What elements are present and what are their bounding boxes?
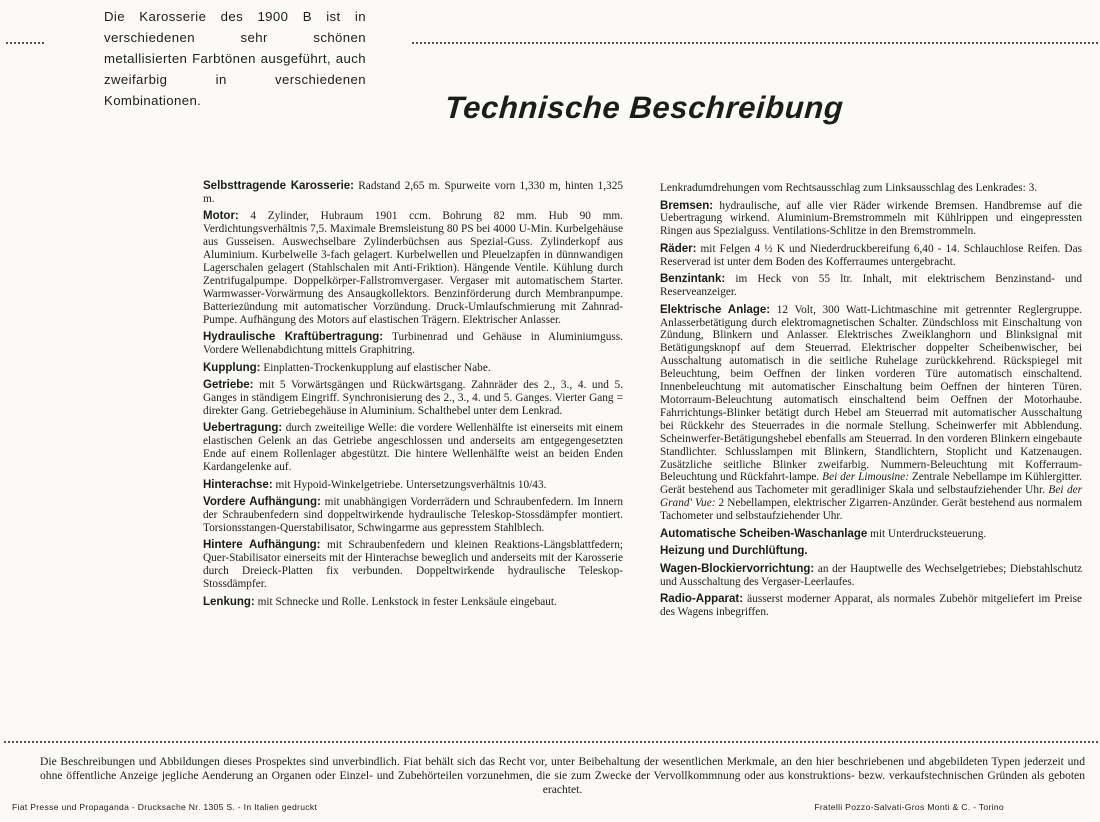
section-body: Einplatten-Trockenkupplung auf elastischer Nabe. bbox=[263, 361, 491, 374]
section-body: im Heck von 55 ltr. Inhalt, mit elektrischem Benzinstand- und Reserveanzeiger. bbox=[660, 273, 1083, 299]
section-body: mit Hypoid-Winkelgetriebe. Untersetzungsverhältnis 10/43. bbox=[275, 478, 547, 491]
dotted-rule-top-left bbox=[6, 42, 44, 44]
section-heading: Heizung und Durchlüftung. bbox=[660, 545, 808, 558]
section-waschanlage bbox=[660, 528, 1082, 541]
dotted-rule-top-right bbox=[412, 42, 1098, 44]
section-hintere-aufhaengung bbox=[203, 539, 623, 591]
section-heading: Selbsttragende Karosserie: bbox=[203, 180, 354, 192]
section-heading: Hintere Aufhängung: bbox=[203, 539, 321, 552]
limousine-label: Bei der Limousine: bbox=[822, 471, 909, 484]
section-benzintank bbox=[660, 273, 1082, 299]
section-body: mit Schraubenfedern und kleinen Reaktions-Längsblattfedern; Quer-Stabilisator einerseits mit der Hinterachse beweglich und anderseits mit der Karosserie durch Dreieck-Platten fix verbunden. Doppeltwirkende hydraulische Teleskop-Stossdämpfer. bbox=[203, 539, 623, 591]
section-uebertragung bbox=[203, 422, 623, 474]
grand-vue-label: Bei der Grand' Vue: bbox=[660, 484, 1082, 510]
section-kraftuebertragung bbox=[203, 331, 623, 357]
section-body: hydraulische, auf alle vier Räder wirkende Bremsen. Handbremse auf die Uebertragung wirkend. Aluminium-Bremstrommeln mit Kühlrippen und eingepressten Ringen aus Spezialguss. Ventilations-Schlitze in den Bremstrommeln. bbox=[660, 199, 1082, 238]
footer-printer-note: Fiat Presse und Propaganda - Drucksache Nr. 1305 S. - In Italien gedruckt bbox=[12, 802, 318, 812]
section-body: mit Schnecke und Rolle. Lenkstock in fester Lenksäule eingebaut. bbox=[257, 595, 557, 608]
section-heading: Motor: bbox=[203, 210, 239, 223]
section-heading: Automatische Scheiben-Waschanlage bbox=[660, 527, 868, 540]
section-body: mit 5 Vorwärtsgängen und Rückwärtsgang. Zahnräder des 2., 3., 4. und 5. Ganges in ständigem Eingriff. Synchronisierung des 2., 3., 4. und 5. Ganges. Vierter Gang = direkter Gang. Getriebegehäuse in Aluminium. Schalthebel unter dem Lenkrad. bbox=[203, 379, 624, 417]
section-motor bbox=[203, 210, 623, 326]
section-heading: Bremsen: bbox=[660, 199, 714, 212]
section-body: mit unabhängigen Vorderrädern und Schraubenfedern. Im Innern der Schraubenfedern sind doppeltwirkende hydraulische Teleskop-Stossdämpfer montiert. Torsionsstangen-Querstabilisator, Schwingarme aus gepresstem Stahlblech. bbox=[203, 496, 623, 534]
section-heading: Vordere Aufhängung: bbox=[203, 496, 321, 509]
right-column bbox=[660, 182, 1082, 623]
section-hinterachse bbox=[203, 479, 623, 492]
section-heading: Hinterachse: bbox=[203, 478, 273, 491]
section-body: 12 Volt, 300 Watt-Lichtmaschine mit getrennter Reglergruppe. Anlasserbetätigung durch elektromagnetischen Schalter. Zündschloss mit Einschaltung von Zündung, Blinkern und Anlasser. Elektrisches Zweiklanghorn und Blinksignal mit Betätigungsknopf auf dem Steuerrad. Elektrischer doppelter Scheibenwischer, bei Ausschaltung automatisch in die seitliche Ruhelage zurückkehrend. Rückspiegel mit Beleuchtung, beim Oeffnen der linken vorderen Türe automatisch einschaltend. Innenbeleuchtung mit automatischer Einschaltung beim Oeffnen der hinteren Türen. Motorraum-Beleuchtung automatisch einschaltend beim Oeffnen der Motorhaube. Fahrrichtungs-Blinker betätigt durch Hebel am Steuerrad mit automatischer Ausschaltung bei Rückkehr des Steuerrades in die normale Stellung. Scheinwerfer mit Abblendung. Scheinwerfer-Betätigungshebel ebenfalls am Steuerrad. In den vorderen Blinkern eingebaute Standlichter. Schlusslampen mit Blinkern, Standlichtern, Stoplicht und Katzenaugen. Zusätzliche seitliche Blinker zweifarbig. Nummern-Beleuchtung mit Kofferraum-Beleuchtung und Rückfahrt-lampe. bbox=[660, 303, 1083, 484]
section-heizung bbox=[660, 545, 1082, 558]
page-title: Technische Beschreibung bbox=[443, 90, 845, 125]
section-vordere-aufhaengung bbox=[203, 496, 623, 535]
footer-printer-name: Fratelli Pozzo-Salvati-Gros Monti & C. - Torino bbox=[814, 802, 1004, 812]
section-heading: Räder: bbox=[660, 242, 697, 255]
section-heading: Wagen-Blockiervorrichtung: bbox=[660, 562, 815, 575]
section-body: mit Unterdrucksteuerung. bbox=[867, 527, 987, 540]
section-heading: Elektrische Anlage: bbox=[660, 303, 771, 316]
section-radio bbox=[660, 593, 1082, 619]
left-column bbox=[203, 180, 623, 613]
section-blockiervorrichtung bbox=[660, 563, 1082, 589]
section-lenkung bbox=[203, 596, 623, 609]
section-heading: Lenkung: bbox=[203, 595, 255, 608]
intro-paragraph: Die Karosserie des 1900 B ist in verschiedenen sehr schönen metallisierten Farbtönen ausgeführt, auch zweifarbig in verschiedenen Kombinationen. bbox=[104, 9, 366, 108]
section-body: Turbinenrad und Gehäuse in Aluminiumguss. Vordere Wellenabdichtung mittels Graphitring. bbox=[203, 331, 623, 357]
section-bremsen bbox=[660, 200, 1082, 239]
section-heading: Kupplung: bbox=[203, 361, 261, 374]
section-kupplung bbox=[203, 362, 623, 375]
section-heading: Getriebe: bbox=[203, 379, 254, 392]
section-karosserie bbox=[203, 180, 623, 206]
section-lenkung-continued bbox=[660, 182, 1082, 195]
disclaimer: Die Beschreibungen und Abbildungen dieses Prospektes sind unverbindlich. Fiat behält sich das Recht vor, unter Beibehaltung der wesentlichen Merkmale, an den hier beschriebenen und abgebildeten Typen jederzeit und ohne öffentliche Anzeige jegliche Aenderung an Organen oder Einzel- und Zubehörteilen vorzunehmen, die sie zum Zwecke der Vervollkommnung oder aus konstruktions- bezw. verkaufstechnischen Gründen als geboten erachtet. bbox=[40, 755, 1085, 796]
section-body: an der Hauptwelle des Wechselgetriebes; Diebstahlschutz und Ausschaltung des Vergaser-Leerlaufes. bbox=[660, 562, 1082, 588]
section-body: äusserst moderner Apparat, als normales Zubehör mitgeliefert im Preise des Wagens inbegriffen. bbox=[660, 593, 1082, 618]
section-body: 4 Zylinder, Hubraum 1901 ccm. Bohrung 82 mm. Hub 90 mm. Verdichtungsverhältnis 7,5. Maximale Bremsleistung 80 PS bei 4000 U-Min. Kurbelgehäuse aus Gusseisen. Auswechselbare Zylinderbüchsen aus Spezial-Guss. Zylinderkopf aus Aluminium. Kurbelwelle 3-fach gelagert. Kurbelwellen und Pleuelzapfen in dünnwandigen Lagerschalen gelagert (Stahlschalen mit Anti-Friktion). Hängende Ventile. Kühlung durch Zentrifugalpumpe. Doppelkörper-Fallstromvergaser. Vergaser mit automatischem Starter. Warmwasser-Vorwärmung des Ansaugkollektors. Benzinförderung durch Membranpumpe. Batteriezündung mit automatischer Vorzündung. Druck-Umlaufschmierung mit Zahnrad-Pumpe. Aufhängung des Motors auf elastischen Trägern. Elektrischer Anlasser. bbox=[203, 210, 623, 326]
section-body: durch zweiteilige Welle: die vordere Wellenhälfte ist einerseits mit einem elastischen Gelenk an das Getriebe angeschlossen und anderseits am entgegengesetzten Ende auf einem Rollenlager abgestützt. Die hintere Wellenhälfte weist an beiden Enden Kardangelenke auf. bbox=[203, 422, 623, 474]
section-elektrische-anlage bbox=[660, 304, 1082, 523]
section-heading: Radio-Apparat: bbox=[660, 593, 744, 606]
section-body: mit Felgen 4 ½ K und Niederdruckbereifung 6,40 - 14. Schlauchlose Reifen. Das Reserverad ist unter dem Boden des Kofferraumes untergebracht. bbox=[660, 242, 1082, 268]
dotted-rule-bottom bbox=[4, 741, 1098, 743]
section-heading: Benzintank: bbox=[660, 273, 726, 286]
section-heading: Uebertragung: bbox=[203, 422, 283, 435]
section-getriebe bbox=[203, 379, 623, 418]
section-body: Radstand 2,65 m. Spurweite vorn 1,330 m, hinten 1,325 m. bbox=[203, 180, 623, 205]
section-raeder bbox=[660, 243, 1082, 269]
section-body: Lenkradumdrehungen vom Rechtsausschlag zum Linksausschlag des Lenkrades: 3. bbox=[660, 182, 1038, 194]
section-body-limousine: Zentrale Nebellampe im Kühlergitter. Gerät bestehend aus Tachometer mit geradliniger Skala und selbstaufziehender Uhr. bbox=[660, 471, 1082, 497]
section-body-grand-vue: 2 Nebellampen, elektrischer Zigarren-Anzünder. Gerät bestehend aus normalem Tachometer und selbstaufziehender Uhr. bbox=[660, 497, 1082, 523]
section-heading: Hydraulische Kraftübertragung: bbox=[203, 331, 384, 344]
